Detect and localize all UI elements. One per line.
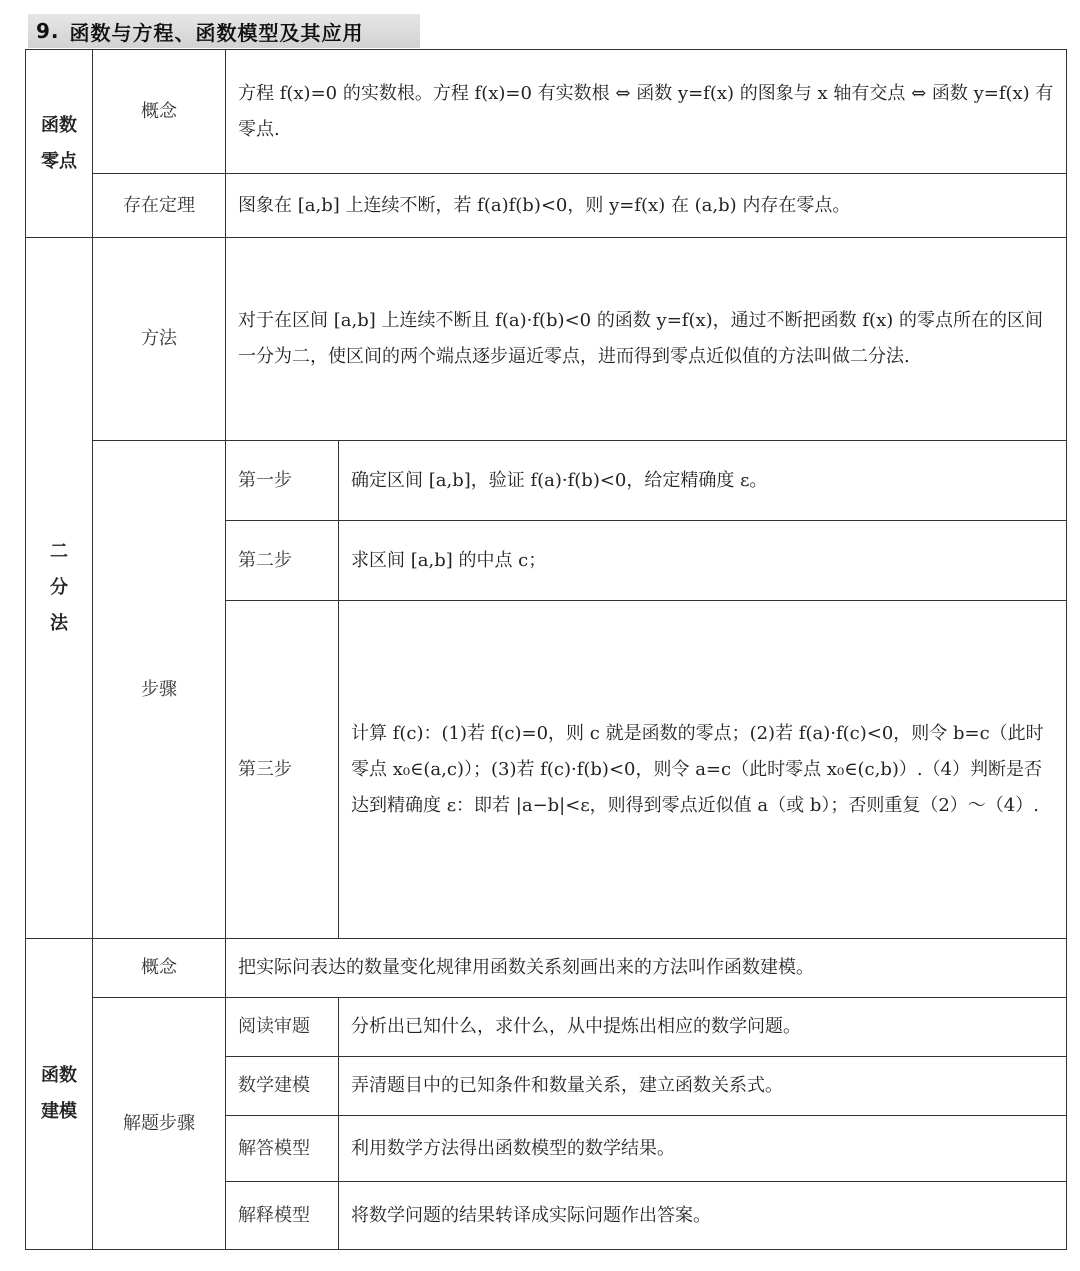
step2-text: 求区间 [a,b] 的中点 c； — [339, 521, 1067, 601]
modeling-step-text: 将数学问题的结果转译成实际问题作出答案。 — [339, 1182, 1067, 1250]
modeling-step-text: 利用数学方法得出函数模型的数学结果。 — [339, 1116, 1067, 1182]
modeling-step-label: 解释模型 — [226, 1182, 339, 1250]
bisection-steps-label: 步骤 — [93, 441, 226, 939]
section-title: 函数与方程、函数模型及其应用 — [69, 20, 364, 45]
modeling-step-text: 分析出已知什么，求什么，从中提炼出相应的数学问题。 — [339, 998, 1067, 1057]
modeling-step-label: 阅读审题 — [226, 998, 339, 1057]
step2-label: 第二步 — [226, 521, 339, 601]
category-bisection: 二 分 法 — [26, 238, 93, 939]
table-row — [26, 939, 1067, 998]
modeling-concept-text: 把实际问表达的数量变化规律用函数关系刻画出来的方法叫作函数建模。 — [226, 939, 1067, 998]
modeling-step-label: 解答模型 — [226, 1116, 339, 1182]
modeling-step-text: 弄清题目中的已知条件和数量关系，建立函数关系式。 — [339, 1057, 1067, 1116]
zero-theorem-text: 图象在 [a,b] 上连续不断，若 f(a)f(b)<0，则 y=f(x) 在 (a,b) 内存在零点。 — [226, 174, 1067, 238]
section-title-bar — [28, 14, 420, 48]
step3-label: 第三步 — [226, 601, 339, 939]
modeling-steps-label: 解题步骤 — [93, 998, 226, 1250]
zero-theorem-label: 存在定理 — [93, 174, 226, 238]
category-zero: 函数 零点 — [26, 50, 93, 238]
table-row — [26, 50, 1067, 174]
modeling-step-label: 数学建模 — [226, 1057, 339, 1116]
step3-text: 计算 f(c)：(1)若 f(c)=0，则 c 就是函数的零点；(2)若 f(a)·f(c)<0，则令 b=c（此时零点 x₀∈(a,c)）；(3)若 f(c)·f(b)<0，则令 a=c（此时零点 x₀∈(c,b)）.（4）判断是否达到精确度 ε：即若 |a−b|<ε，则得到零点近似值 a（或 b）；否则重复（2）～（4）. — [339, 601, 1067, 939]
bisection-method-text: 对于在区间 [a,b] 上连续不断且 f(a)·f(b)<0 的函数 y=f(x)，通过不断把函数 f(x) 的零点所在的区间一分为二，使区间的两个端点逐步逼近零点，进而得到零点近似值的方法叫做二分法. — [226, 238, 1067, 441]
zero-concept-label: 概念 — [93, 50, 226, 174]
step1-label: 第一步 — [226, 441, 339, 521]
section-number: 9. — [36, 19, 60, 43]
table-row — [26, 174, 1067, 238]
bisection-method-label: 方法 — [93, 238, 226, 441]
summary-table — [25, 49, 1067, 1250]
table-row — [26, 998, 1067, 1057]
table-row — [26, 238, 1067, 441]
modeling-concept-label: 概念 — [93, 939, 226, 998]
zero-concept-text: 方程 f(x)=0 的实数根。方程 f(x)=0 有实数根 ⇔ 函数 y=f(x) 的图象与 x 轴有交点 ⇔ 函数 y=f(x) 有零点. — [226, 50, 1067, 174]
step1-text: 确定区间 [a,b]，验证 f(a)·f(b)<0，给定精确度 ε。 — [339, 441, 1067, 521]
table-row — [26, 441, 1067, 521]
category-modeling: 函数 建模 — [26, 939, 93, 1250]
